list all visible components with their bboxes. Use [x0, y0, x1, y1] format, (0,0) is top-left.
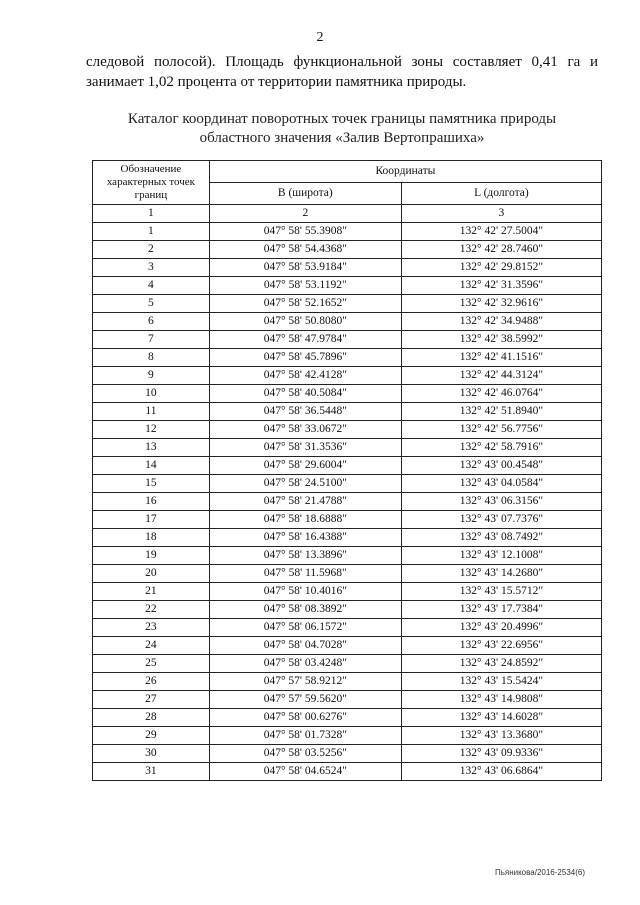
- catalog-title-line-1: Каталог координат поворотных точек границы памятника природы: [127, 111, 557, 127]
- table-row: [93, 673, 602, 691]
- longitude-cell: 132° 43' 14.6028": [401, 709, 601, 727]
- table-body: [93, 223, 602, 781]
- latitude-cell: 047° 58' 18.6888": [209, 511, 401, 529]
- table-row: [93, 475, 602, 493]
- longitude-cell: 132° 43' 20.4996": [401, 619, 601, 637]
- point-number-cell: 5: [93, 295, 210, 313]
- table-row: [93, 709, 602, 727]
- longitude-cell: 132° 42' 28.7460": [401, 241, 601, 259]
- point-number-cell: 3: [93, 259, 210, 277]
- latitude-cell: 047° 58' 40.5084": [209, 385, 401, 403]
- point-number-cell: 13: [93, 439, 210, 457]
- point-number-cell: 24: [93, 637, 210, 655]
- table-row: [93, 745, 602, 763]
- longitude-cell: 132° 42' 32.9616": [401, 295, 601, 313]
- point-number-cell: 6: [93, 313, 210, 331]
- longitude-cell: 132° 43' 17.7384": [401, 601, 601, 619]
- table-row: [93, 619, 602, 637]
- latitude-cell: 047° 58' 52.1652": [209, 295, 401, 313]
- latitude-cell: 047° 58' 03.4248": [209, 655, 401, 673]
- header-point-designation: Обозначение характерных точек границ: [93, 161, 210, 205]
- point-number-cell: 28: [93, 709, 210, 727]
- table-row: [93, 763, 602, 781]
- table-row: [93, 601, 602, 619]
- table-row: [93, 565, 602, 583]
- longitude-cell: 132° 42' 29.8152": [401, 259, 601, 277]
- table-row: [93, 655, 602, 673]
- table-row: [93, 403, 602, 421]
- table-row: [93, 583, 602, 601]
- table-row: [93, 367, 602, 385]
- point-number-cell: 4: [93, 277, 210, 295]
- point-number-cell: 11: [93, 403, 210, 421]
- longitude-cell: 132° 42' 31.3596": [401, 277, 601, 295]
- longitude-cell: 132° 42' 27.5004": [401, 223, 601, 241]
- longitude-cell: 132° 43' 24.8592": [401, 655, 601, 673]
- longitude-cell: 132° 43' 13.3680": [401, 727, 601, 745]
- table-header-row: [93, 161, 602, 183]
- longitude-cell: 132° 43' 04.0584": [401, 475, 601, 493]
- latitude-cell: 047° 58' 55.3908": [209, 223, 401, 241]
- table-row: [93, 385, 602, 403]
- longitude-cell: 132° 43' 22.6956": [401, 637, 601, 655]
- latitude-cell: 047° 57' 59.5620": [209, 691, 401, 709]
- point-number-cell: 29: [93, 727, 210, 745]
- catalog-title: [86, 110, 598, 148]
- header-longitude: L (долгота): [401, 183, 601, 205]
- header-latitude: В (широта): [209, 183, 401, 205]
- point-number-cell: 25: [93, 655, 210, 673]
- table-row: [93, 277, 602, 295]
- latitude-cell: 047° 58' 10.4016": [209, 583, 401, 601]
- point-number-cell: 14: [93, 457, 210, 475]
- intro-paragraph: следовой полосой). Площадь функциональной зоны составляет 0,41 га и занимает 1,02 процента от территории памятника природы.: [86, 54, 598, 90]
- point-number-cell: 9: [93, 367, 210, 385]
- latitude-cell: 047° 58' 50.8080": [209, 313, 401, 331]
- longitude-cell: 132° 42' 46.0764": [401, 385, 601, 403]
- longitude-cell: 132° 43' 00.4548": [401, 457, 601, 475]
- latitude-cell: 047° 58' 08.3892": [209, 601, 401, 619]
- longitude-cell: 132° 43' 14.9808": [401, 691, 601, 709]
- longitude-cell: 132° 43' 14.2680": [401, 565, 601, 583]
- latitude-cell: 047° 58' 11.5968": [209, 565, 401, 583]
- table-row: [93, 439, 602, 457]
- latitude-cell: 047° 58' 42.4128": [209, 367, 401, 385]
- table-row: [93, 511, 602, 529]
- latitude-cell: 047° 58' 45.7896": [209, 349, 401, 367]
- longitude-cell: 132° 42' 34.9488": [401, 313, 601, 331]
- latitude-cell: 047° 58' 31.3536": [209, 439, 401, 457]
- table-row: [93, 529, 602, 547]
- index-cell: 1: [93, 205, 210, 223]
- header-coordinates: Координаты: [209, 161, 601, 183]
- longitude-cell: 132° 42' 44.3124": [401, 367, 601, 385]
- table-row: [93, 637, 602, 655]
- latitude-cell: 047° 58' 21.4788": [209, 493, 401, 511]
- point-number-cell: 23: [93, 619, 210, 637]
- table-row: [93, 691, 602, 709]
- table-row: [93, 331, 602, 349]
- latitude-cell: 047° 58' 53.1192": [209, 277, 401, 295]
- longitude-cell: 132° 43' 15.5424": [401, 673, 601, 691]
- point-number-cell: 30: [93, 745, 210, 763]
- point-number-cell: 1: [93, 223, 210, 241]
- catalog-title-line-2: областного значения «Залив Вертопрашиха»: [199, 130, 485, 146]
- latitude-cell: 047° 58' 54.4368": [209, 241, 401, 259]
- longitude-cell: 132° 43' 09.9336": [401, 745, 601, 763]
- point-number-cell: 15: [93, 475, 210, 493]
- point-number-cell: 12: [93, 421, 210, 439]
- longitude-cell: 132° 43' 06.6864": [401, 763, 601, 781]
- table-row: [93, 727, 602, 745]
- longitude-cell: 132° 43' 15.5712": [401, 583, 601, 601]
- point-number-cell: 31: [93, 763, 210, 781]
- longitude-cell: 132° 43' 06.3156": [401, 493, 601, 511]
- point-number-cell: 17: [93, 511, 210, 529]
- table-row: [93, 295, 602, 313]
- longitude-cell: 132° 42' 58.7916": [401, 439, 601, 457]
- longitude-cell: 132° 43' 07.7376": [401, 511, 601, 529]
- longitude-cell: 132° 43' 08.7492": [401, 529, 601, 547]
- longitude-cell: 132° 42' 51.8940": [401, 403, 601, 421]
- latitude-cell: 047° 58' 33.0672": [209, 421, 401, 439]
- table-row: [93, 223, 602, 241]
- latitude-cell: 047° 57' 58.9212": [209, 673, 401, 691]
- longitude-cell: 132° 42' 41.1516": [401, 349, 601, 367]
- point-number-cell: 27: [93, 691, 210, 709]
- latitude-cell: 047° 58' 00.6276": [209, 709, 401, 727]
- point-number-cell: 16: [93, 493, 210, 511]
- point-number-cell: 2: [93, 241, 210, 259]
- point-number-cell: 21: [93, 583, 210, 601]
- point-number-cell: 19: [93, 547, 210, 565]
- table-row: [93, 259, 602, 277]
- latitude-cell: 047° 58' 16.4388": [209, 529, 401, 547]
- table-row: [93, 493, 602, 511]
- latitude-cell: 047° 58' 06.1572": [209, 619, 401, 637]
- latitude-cell: 047° 58' 53.9184": [209, 259, 401, 277]
- point-number-cell: 20: [93, 565, 210, 583]
- index-cell: 3: [401, 205, 601, 223]
- table-index-row: [93, 205, 602, 223]
- table-row: [93, 241, 602, 259]
- latitude-cell: 047° 58' 04.7028": [209, 637, 401, 655]
- point-number-cell: 18: [93, 529, 210, 547]
- latitude-cell: 047° 58' 36.5448": [209, 403, 401, 421]
- coordinates-table: [92, 160, 602, 781]
- point-number-cell: 10: [93, 385, 210, 403]
- longitude-cell: 132° 42' 38.5992": [401, 331, 601, 349]
- table-row: [93, 457, 602, 475]
- table-row: [93, 421, 602, 439]
- latitude-cell: 047° 58' 13.3896": [209, 547, 401, 565]
- point-number-cell: 7: [93, 331, 210, 349]
- latitude-cell: 047° 58' 01.7328": [209, 727, 401, 745]
- document-footer-code: Пьяникова/2016-2534(6): [494, 868, 585, 877]
- table-row: [93, 547, 602, 565]
- longitude-cell: 132° 42' 56.7756": [401, 421, 601, 439]
- table-row: [93, 349, 602, 367]
- page-number: 2: [316, 30, 324, 45]
- point-number-cell: 8: [93, 349, 210, 367]
- latitude-cell: 047° 58' 24.5100": [209, 475, 401, 493]
- latitude-cell: 047° 58' 03.5256": [209, 745, 401, 763]
- latitude-cell: 047° 58' 04.6524": [209, 763, 401, 781]
- point-number-cell: 26: [93, 673, 210, 691]
- latitude-cell: 047° 58' 47.9784": [209, 331, 401, 349]
- table-row: [93, 313, 602, 331]
- point-number-cell: 22: [93, 601, 210, 619]
- latitude-cell: 047° 58' 29.6004": [209, 457, 401, 475]
- index-cell: 2: [209, 205, 401, 223]
- longitude-cell: 132° 43' 12.1008": [401, 547, 601, 565]
